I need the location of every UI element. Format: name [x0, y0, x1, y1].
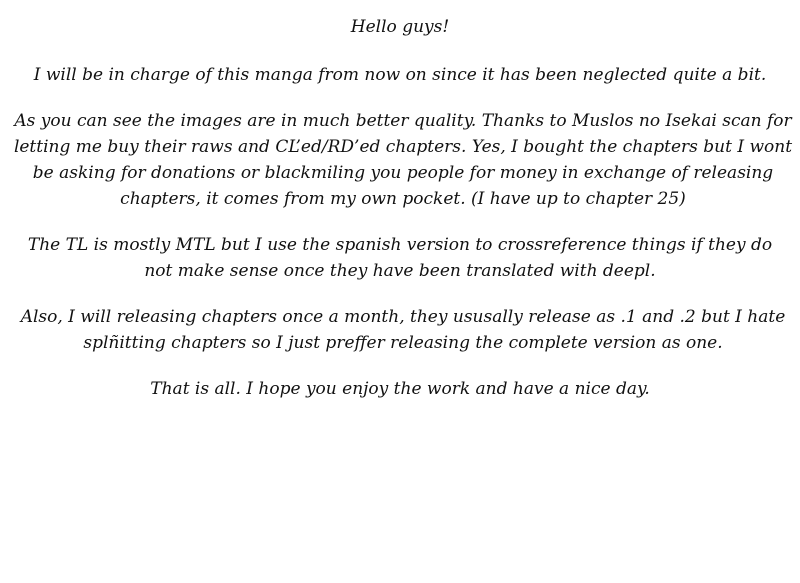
- translation-paragraph: The TL is mostly MTL but I use the spanish version to crossreference things if they do not make sense once they have been translated with deepl.: [27, 235, 773, 281]
- release-schedule-paragraph: Also, I will releasing chapters once a month, they ususally release as .1 and .2 but I hate splñitting chapters so I just preffer releasing the complete version as one.: [20, 307, 786, 353]
- charge-paragraph: I will be in charge of this manga from now on since it has been neglected quite a bit.: [33, 65, 767, 85]
- greeting-line: Hello guys!: [350, 17, 450, 37]
- closing-line: That is all. I hope you enjoy the work and have a nice day.: [150, 379, 650, 399]
- quality-paragraph: As you can see the images are in much better quality. Thanks to Muslos no Isekai scan for letting me buy their raws and CL’ed/RD’ed chapters. Yes, I bought the chapters but I wont be asking for donations or blackmiling you people for money in exchange of releasing chapters, it comes from my own pocket. (I have up to chapter 25): [13, 111, 793, 209]
